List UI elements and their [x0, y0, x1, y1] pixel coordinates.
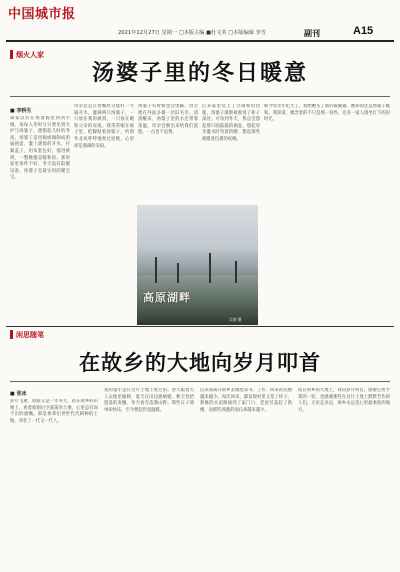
headline-rule-1 — [10, 96, 390, 97]
article2-col-4: 站在故乡的大地上，我向岁月叩首，感谢它给予我的一切，也感谢那些在这片土地上默默劳作的人们。无论走多远，故乡永远是心里最柔软的地方。 — [298, 388, 390, 413]
landscape-photo — [137, 205, 258, 325]
page-number: A15 — [353, 25, 374, 37]
article2-col-1: 岁月飞逝，转眼又是一年冬天，站在故乡的田埂上，看着收割后空荡荡的土地，心里总有说不出的感慨。那是祖辈们世世代代耕种的土地，养育了一代又一代人。 — [10, 399, 98, 424]
article1-col-5: 如今母亲年纪大了，我给她买了新的取暖器，她却说还是汤婆子暖和。我知道，她念着的不只是那一份热，还有一家人围坐灯下的旧时光。 — [264, 104, 390, 123]
article1-byline: ■ 李桥生 — [10, 108, 32, 114]
photo-caption: 高原湖畔 — [143, 291, 191, 304]
tag-marker-icon — [10, 330, 13, 339]
photo-tree — [209, 253, 211, 283]
article1-col-4: 后来家里装上了空调和电热毯，汤婆子渐渐被收进了柜子深处。可每到冬天，我总会想起那只圆鼓鼓的铜壶，想起母亲灌水时弯着的腰，想起那些被暖意包裹的夜晚。 — [202, 104, 260, 142]
article2-col-2: 我的童年是在这片土地上度过的。春天跟着大人去地里插秧，夏天在田边捉蜻蜓，秋天捡拾遗落的麦穗，冬天看雪落满山野。那些日子简单却快乐，至今想起仍觉温暖。 — [104, 388, 194, 413]
newspaper-logo: 中国城市报 — [8, 7, 76, 22]
photo-credit: 吴波 摄 — [229, 317, 242, 322]
article1-col-1: 离家以后在寒暑假里回到小城，每每入冬时分只要见到火炉与汤婆子，便想起儿时的冬夜。汤婆子是用铜或锡制成的扁圆壶，灌上滚烫的开水，拧紧盖子，用布套包好，塞进被窝，一整晚都是暖和的。那时家里条件不好，冬天没有取暖设备，汤婆子是最实用的暖宝宝。 — [10, 116, 70, 181]
section-name: 副刊 — [304, 29, 320, 38]
section-divider — [6, 326, 394, 327]
article2-headline: 在故乡的大地向岁月叩首 — [79, 350, 321, 375]
masthead — [0, 0, 400, 40]
article2-byline: ■ 张冰 — [10, 391, 27, 397]
article2-col-3: 后来我离开故乡去城里读书、工作，回来的次数越来越少。每次回来，都发现村里又变了样子，新修的水泥路通到了家门口，老屋旁盖起了新楼，而那些熟悉的面孔却越来越少。 — [200, 388, 292, 413]
column-tag-label: 烟火人家 — [16, 50, 44, 59]
photo-tree — [177, 263, 179, 283]
photo-tree — [235, 261, 237, 283]
dateline: 2021年12月27日 星期一 □本版主编 ■杜文英 □本版编辑 李雪 — [118, 30, 266, 36]
headline-rule-2 — [10, 381, 390, 382]
article1-col-2: 母亲总是在傍晚时分烧好一大锅开水，灌满两只汤婆子，一只放在我的被窝，一只放在她和父亲的床尾。我常常缩在被子里，把脚贴着汤婆子，听窗外北风呼呼地吹过屋檐，心里却是满满的安稳。 — [74, 104, 134, 149]
column-tag-2 — [10, 329, 44, 340]
article1-col-3: 汤婆子有时候也会烫脚，母亲便在外面多裹一层旧毛巾。清晨醒来，汤婆子里的水还带着余温，母亲会倒出来给我们洗脸，一点也不浪费。 — [138, 104, 198, 136]
photo-tree — [155, 257, 157, 283]
column-tag-label: 闲思随笔 — [16, 330, 44, 339]
masthead-rule — [6, 40, 394, 42]
article1-headline: 汤婆子里的冬日暖意 — [91, 60, 308, 86]
